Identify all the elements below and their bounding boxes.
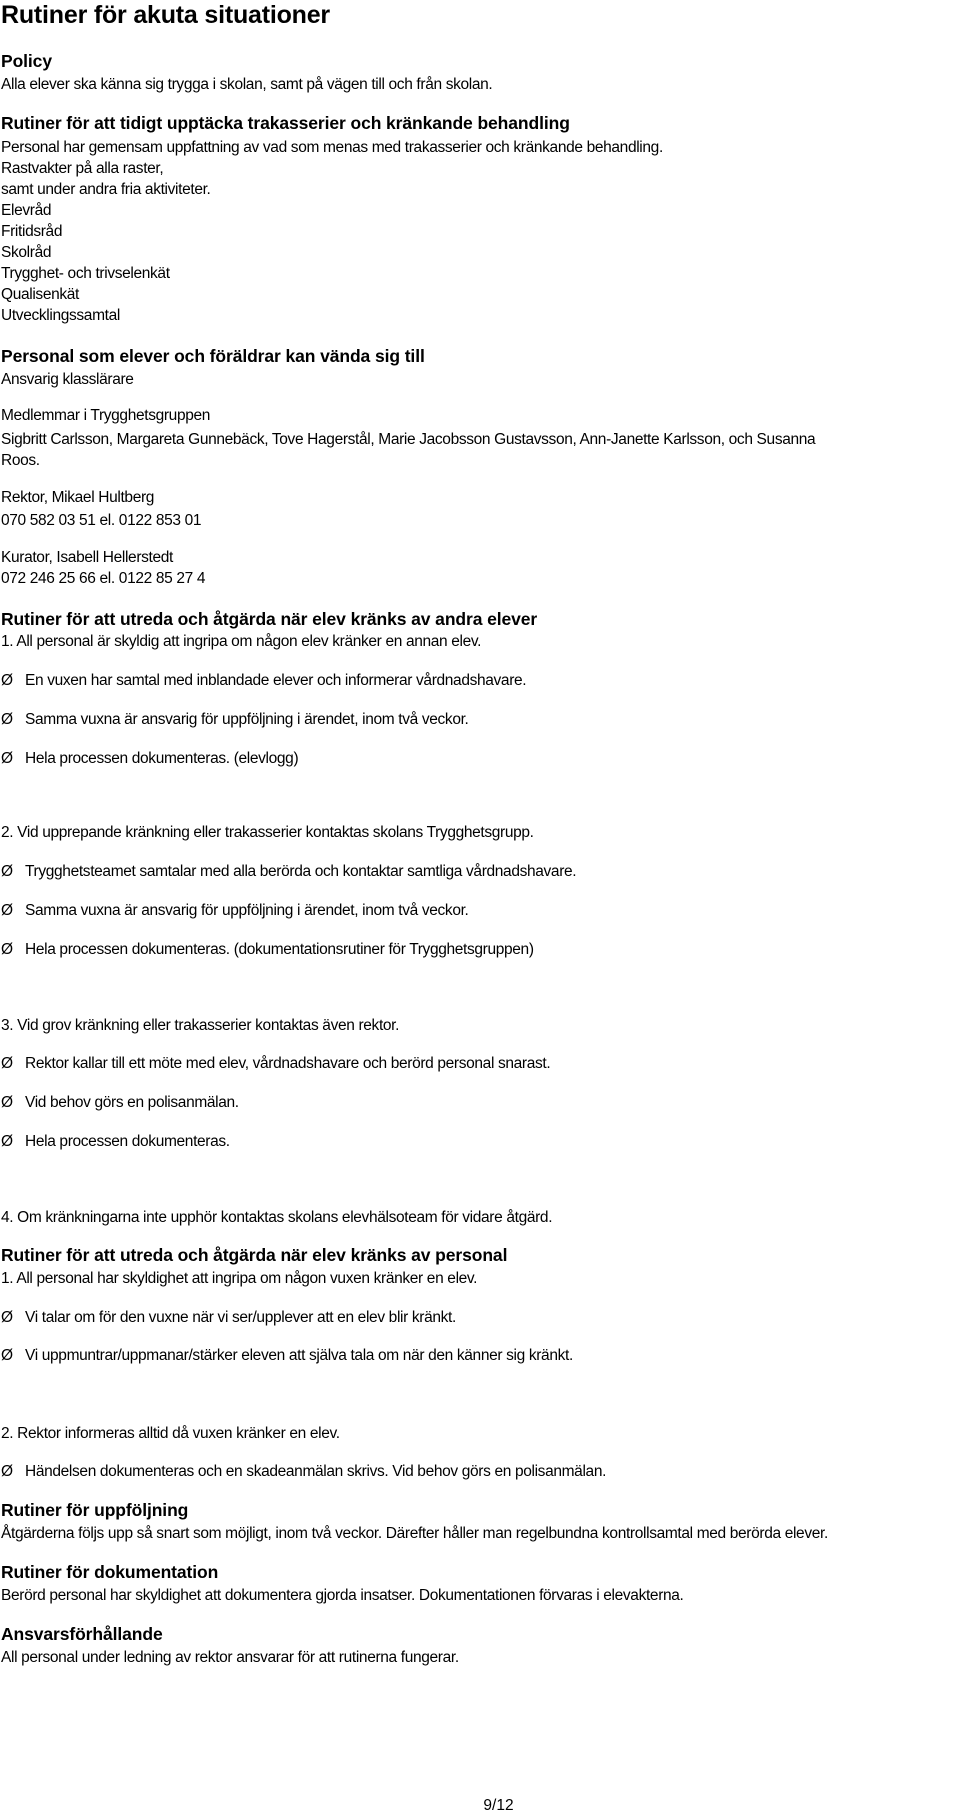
document-title: Rutiner för akuta situationer [1,1,330,29]
follow-up-text: Åtgärderna följs upp så snart som möjligt, inom två veckor. Därefter håller man regelbundna kontrollsamtal med berörda elever. [1,1525,828,1542]
list-item [1,901,469,921]
student-offended-step3: 3. Vid grov kränkning eller trakasserier kontaktas även rektor. [1,1017,400,1034]
follow-up-heading: Rutiner för uppföljning [1,1500,189,1520]
early-detection-line: Trygghet- och trivselenkät [1,265,170,282]
list-item-text: Hela processen dokumenteras. (dokumentationsrutiner för Trygghetsgruppen) [25,941,534,958]
contacts-group-members: Sigbritt Carlsson, Margareta Gunnebäck, Tove Hagerstål, Marie Jacobsson Gustavsson, Ann-Janette Karlsson, och Susanna [1,431,816,448]
bullet-icon: Ø [1,750,13,767]
early-detection-heading: Rutiner för att tidigt upptäcka trakasserier och kränkande behandling [1,113,570,133]
early-detection-line: Personal har gemensam uppfattning av vad som menas med trakasserier och kränkande behandling. [1,139,663,156]
bullet-icon: Ø [1,1309,13,1326]
bullet-icon: Ø [1,941,13,958]
contacts-principal-phone: 070 582 03 51 el. 0122 853 01 [1,512,202,529]
list-item [1,940,534,960]
list-item [1,1462,606,1482]
list-item-text: Rektor kallar till ett möte med elev, vårdnadshavare och berörd personal snarast. [25,1055,551,1072]
documentation-text: Berörd personal har skyldighet att dokumentera gjorda insatser. Dokumentationen förvaras i elevakterna. [1,1587,684,1604]
early-detection-line: Fritidsråd [1,223,63,240]
responsibility-text: All personal under ledning av rektor ansvarar för att rutinerna fungerar. [1,1649,459,1666]
early-detection-line: Qualisenkät [1,286,80,303]
list-item [1,1054,550,1074]
student-offended-heading: Rutiner för att utreda och åtgärda när elev kränks av andra elever [1,609,538,629]
list-item [1,671,526,691]
staff-offended-step2: 2. Rektor informeras alltid då vuxen kränker en elev. [1,1425,340,1442]
contacts-counselor: Kurator, Isabell Hellerstedt [1,549,173,566]
list-item [1,1093,239,1113]
list-item [1,1308,456,1328]
list-item-text: Vid behov görs en polisanmälan. [25,1094,239,1111]
bullet-icon: Ø [1,1347,13,1364]
student-offended-step1: 1. All personal är skyldig att ingripa om någon elev kränker en annan elev. [1,633,482,650]
bullet-icon: Ø [1,711,13,728]
student-offended-step2: 2. Vid upprepande kränkning eller trakasserier kontaktas skolans Trygghetsgrupp. [1,824,534,841]
list-item-text: Hela processen dokumenteras. [25,1133,230,1150]
list-item-text: Händelsen dokumenteras och en skadeanmälan skrivs. Vid behov görs en polisanmälan. [25,1463,607,1480]
contacts-group-members-cont: Roos. [1,452,40,469]
staff-offended-heading: Rutiner för att utreda och åtgärda när elev kränks av personal [1,1245,508,1265]
bullet-icon: Ø [1,1094,13,1111]
list-item-text: En vuxen har samtal med inblandade elever och informerar vårdnadshavare. [25,672,527,689]
page-number: 9/12 [483,1797,514,1814]
early-detection-line: samt under andra fria aktiviteter. [1,181,211,198]
list-item-text: Trygghetsteamet samtalar med alla berörda och kontaktar samtliga vårdnadshavare. [25,863,577,880]
policy-heading: Policy [1,51,52,71]
bullet-icon: Ø [1,902,13,919]
bullet-icon: Ø [1,863,13,880]
bullet-icon: Ø [1,1133,13,1150]
documentation-heading: Rutiner för dokumentation [1,1562,219,1582]
list-item-text: Vi uppmuntrar/uppmanar/stärker eleven att själva tala om när den känner sig kränkt. [25,1347,573,1364]
bullet-icon: Ø [1,1463,13,1480]
early-detection-line: Utvecklingssamtal [1,307,120,324]
contacts-group-label: Medlemmar i Trygghetsgruppen [1,407,211,424]
contacts-principal: Rektor, Mikael Hultberg [1,489,155,506]
list-item-text: Samma vuxna är ansvarig för uppföljning i ärendet, inom två veckor. [25,711,469,728]
contacts-teacher: Ansvarig klasslärare [1,371,134,388]
list-item-text: Hela processen dokumenteras. (elevlogg) [25,750,299,767]
student-offended-step4: 4. Om kränkningarna inte upphör kontaktas skolans elevhälsoteam för vidare åtgärd. [1,1209,553,1226]
list-item [1,862,576,882]
staff-offended-step1: 1. All personal har skyldighet att ingripa om någon vuxen kränker en elev. [1,1270,478,1287]
list-item-text: Vi talar om för den vuxne när vi ser/upplever att en elev blir kränkt. [25,1309,456,1326]
early-detection-line: Elevråd [1,202,52,219]
policy-text: Alla elever ska känna sig trygga i skolan, samt på vägen till och från skolan. [1,76,493,93]
contacts-counselor-phone: 072 246 25 66 el. 0122 85 27 4 [1,570,206,587]
early-detection-line: Rastvakter på alla raster, [1,160,164,177]
list-item-text: Samma vuxna är ansvarig för uppföljning i ärendet, inom två veckor. [25,902,469,919]
list-item [1,749,298,769]
responsibility-heading: Ansvarsförhållande [1,1624,163,1644]
bullet-icon: Ø [1,672,13,689]
list-item [1,1346,573,1366]
contacts-heading: Personal som elever och föräldrar kan vända sig till [1,346,425,366]
bullet-icon: Ø [1,1055,13,1072]
list-item [1,710,469,730]
list-item [1,1132,230,1152]
early-detection-line: Skolråd [1,244,52,261]
